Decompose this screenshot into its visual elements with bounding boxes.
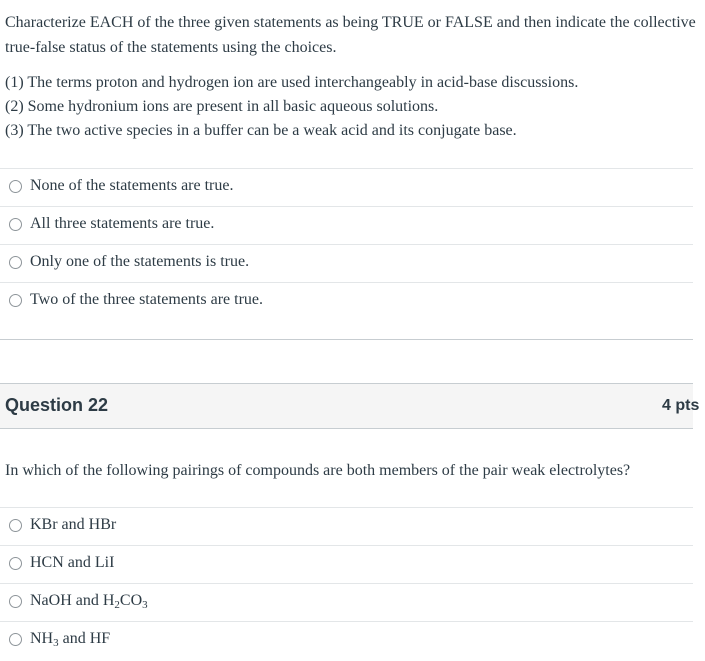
answer-option-q22-4[interactable]	[0, 621, 693, 659]
subscript: 2	[114, 599, 120, 611]
answer-label[interactable]	[30, 630, 110, 649]
radio-button[interactable]	[9, 633, 22, 646]
answer-label[interactable]: KBr and HBr	[30, 516, 117, 533]
answer-text-part: NH	[30, 630, 54, 647]
radio-button[interactable]	[9, 519, 22, 532]
answer-label[interactable]	[30, 592, 148, 611]
subscript: 3	[53, 637, 59, 649]
answer-label[interactable]: Two of the three statements are true.	[30, 291, 264, 308]
radio-button[interactable]	[9, 180, 22, 193]
answer-option-q22-3[interactable]	[0, 583, 693, 621]
answer-label[interactable]: None of the statements are true.	[30, 177, 234, 194]
answer-label[interactable]: All three statements are true.	[30, 215, 215, 232]
radio-button[interactable]	[9, 595, 22, 608]
answer-option-q22-1[interactable]	[0, 507, 693, 545]
answer-label[interactable]: Only one of the statements is true.	[30, 253, 250, 270]
question-separator	[0, 339, 693, 340]
question-title: Question 22	[5, 395, 109, 415]
statement-3: (3) The two active species in a buffer can be a weak acid and its conjugate base.	[5, 122, 517, 139]
question-21-prompt-line-1: Characterize EACH of the three given statements as being TRUE or FALSE and then indicate the collective	[5, 14, 696, 31]
statement-2: (2) Some hydronium ions are present in all basic aqueous solutions.	[5, 98, 439, 115]
question-21-statements	[5, 71, 578, 143]
radio-button[interactable]	[9, 218, 22, 231]
radio-button[interactable]	[9, 557, 22, 570]
answer-option-q22-2[interactable]	[0, 545, 693, 583]
statement-1: (1) The terms proton and hydrogen ion are used interchangeably in acid-base discussions.	[5, 74, 579, 91]
radio-button[interactable]	[9, 256, 22, 269]
question-21-prompt	[5, 10, 705, 60]
question-points: 4 pts	[662, 397, 700, 414]
answer-label[interactable]: HCN and LiI	[30, 554, 115, 571]
subscript: 3	[142, 599, 148, 611]
answer-option-q21-1[interactable]	[0, 168, 693, 206]
answer-option-q21-3[interactable]	[0, 244, 693, 282]
question-22-prompt: In which of the following pairings of compounds are both members of the pair weak electrolytes?	[5, 462, 631, 479]
answer-option-q21-2[interactable]	[0, 206, 693, 244]
answer-option-q21-4[interactable]	[0, 282, 693, 320]
answer-text-part: NaOH and H	[30, 592, 115, 609]
answer-text-part: CO	[119, 592, 143, 609]
question-22-header	[0, 383, 700, 429]
answer-text-part: and HF	[58, 630, 111, 647]
radio-button[interactable]	[9, 294, 22, 307]
question-21-prompt-line-2: true-false status of the statements using the choices.	[5, 39, 337, 56]
